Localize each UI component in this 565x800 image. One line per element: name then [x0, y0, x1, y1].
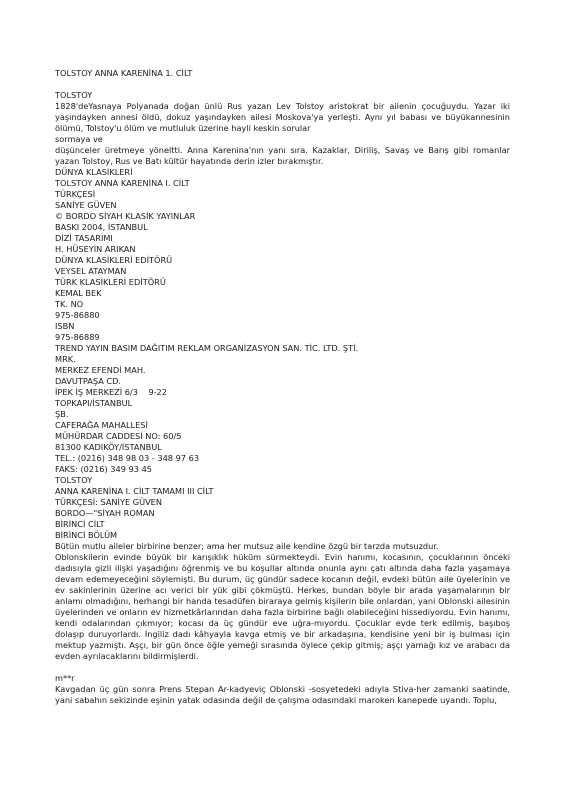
colophon-line: © BORDO SİYAH KLASİK YAYINLAR	[55, 211, 196, 221]
colophon-line: CAFERAĞA MAHALLESİ	[55, 420, 148, 430]
colophon-line: FAKS: (0216) 349 93 45	[55, 464, 152, 474]
author-name: TOLSTOY	[55, 90, 93, 100]
spacer	[55, 662, 510, 673]
colophon-line: 81300 KADIKÖY/İSTANBUL	[55, 442, 162, 452]
colophon-line: 975-86889	[55, 332, 100, 342]
colophon-line: BORDO—"SİYAH ROMAN	[55, 508, 155, 518]
colophon-line: VEYSEL ATAYMAN	[55, 266, 127, 276]
author-bio-continued: sormaya ve	[55, 134, 103, 144]
colophon-line: TEL.: (0216) 348 98 03 - 348 97 63	[55, 453, 200, 463]
colophon-line: TK. NO	[55, 299, 84, 309]
colophon-line: 975-86880	[55, 310, 100, 320]
colophon-line: İPEK İŞ MERKEZİ 6/3 9-22	[55, 387, 167, 397]
colophon-line: KEMAL BEK	[55, 288, 102, 298]
colophon-line: TOLSTOY ANNA KARENİNA I. CİLT	[55, 178, 190, 188]
closing-paragraph: Kavgadan üç gün sonra Prens Stepan Ar-kadyeviç Oblonski -sosyetedeki adıyla Stiva-her zamanki saatinde, yani sabahın sekizinde eşinin yatak odasında değil de çalışma odasındaki maroken kanepede uyandı. Toplu,	[55, 684, 510, 705]
colophon-line: DİZİ TASARIMI	[55, 233, 113, 243]
colophon-line: TOLSTOY	[55, 475, 93, 485]
colophon-line: TREND YAYIN BASIM DAĞITIM REKLAM ORGANİZASYON SAN. TİC. LTD. ŞTİ.	[55, 343, 359, 353]
colophon-line: TÜRK KLASİKLERİ EDİTÖRÜ	[55, 277, 166, 287]
chapter-opening-line: Bütün mutlu aileler birbirine benzer; ama her mutsuz aile kendine özgü bir tarzda mutsuzdur.	[55, 541, 439, 551]
chapter-paragraph: Oblonskilerin evinde büyük bir karışıklık hüküm sürmekteydi. Evin hanımı, kocasının, çocuklarının önceki dadısıyla gizli ilişki yaşadığını öğrenmiş ve bu koşullar altında onunla aynı çatı altında daha fazla yaşamaya devam edemeyeceğini söylemişti. Bu durum, üç gündür sadece kocanın değil, evdeki bütün aile üyelerinin ve ev sakinlerinin üzerine acı verici bir yük gibi çökmüştü. Herkes, bundan böyle bir arada yaşamalarının bir anlamı olmadığını, herhangi bir handa tesadüfen biraraya gelmiş kişilerin bile onlardan, yani Oblonski ailesinin üyelerinden ve onların ev hizmetkârlarından daha fazla birbirine bağlı olabileceğini hissediyordu. Evin hanımı, kendi odalarından çıkmıyor; kocası da üç gündür eve uğra-mıyordu. Çocuklar evde terk edilmiş, başıboş dolaşıp duruyorlardı. İngiliz dadı kâhyayla kavga etmiş ve bir arkadaşına, kendisine yeni bir iş bulması için mektup yazmıştı. Aşçı, bir gün önce öğle yemeği sırasında öylece çekip gitmiş; aşçı yamağı kız ve arabacı da evden ayrılacaklarını bildirmişlerdi.	[55, 552, 510, 661]
colophon-line: BİRİNCİ BÖLÜM	[55, 530, 118, 540]
colophon	[55, 167, 510, 541]
colophon-line: ŞB.	[55, 409, 69, 419]
document-page	[55, 68, 510, 706]
colophon-line: BİRİNCİ CİLT	[55, 519, 105, 529]
colophon-line: ISBN	[55, 321, 75, 331]
colophon-line: MÜHÜRDAR CADDESİ NO: 60/5	[55, 431, 182, 441]
author-bio: 1828'deYasnaya Polyanada doğan ünlü Rus yazan Lev Tolstoy aristokrat bir ailenin çocuğuydu. Yazar iki yaşındayken annesi öldü, dokuz yaşındayken ailesi Moskova'ya yerleşti. Aynı yıl babası ve büyükannesinin ölümü, Tolstoy'u ölüm ve mutluluk üzerine hayli keskin sorular	[55, 101, 510, 133]
colophon-line: TÜRKÇESİ	[55, 189, 96, 199]
colophon-line: TOPKAPI/İSTANBUL	[55, 398, 133, 408]
colophon-line: BASKI 2004, İSTANBUL	[55, 222, 148, 232]
spacer	[55, 79, 510, 90]
section-marker: m**r	[55, 673, 75, 683]
document-header: TOLSTOY ANNA KARENİNA 1. CİLT	[55, 68, 193, 78]
colophon-line: DÜNYA KLASİKLERİ	[55, 167, 133, 177]
colophon-line: ANNA KARENİNA I. CİLT TAMAMI III CİLT	[55, 486, 214, 496]
colophon-line: SANİYE GÜVEN	[55, 200, 117, 210]
author-bio-final: düşünceler üretmeye yöneltti. Anna Karenina'nın yanı sıra. Kazaklar, Diriliş, Savaş ve Barış gibi romanlar yazan Tolstoy, Rus ve Batı kültür hayatında derin izler bırakmıştır.	[55, 145, 510, 166]
colophon-line: MERKEZ EFENDİ MAH.	[55, 365, 146, 375]
colophon-line: TÜRKÇESİ: SANİYE GÜVEN	[55, 497, 162, 507]
colophon-line: MRK.	[55, 354, 76, 364]
colophon-line: H. HÜSEYİN ARIKAN	[55, 244, 136, 254]
colophon-line: DAVUTPAŞA CD.	[55, 376, 122, 386]
colophon-line: DÜNYA KLASİKLERİ EDİTÖRÜ	[55, 255, 173, 265]
